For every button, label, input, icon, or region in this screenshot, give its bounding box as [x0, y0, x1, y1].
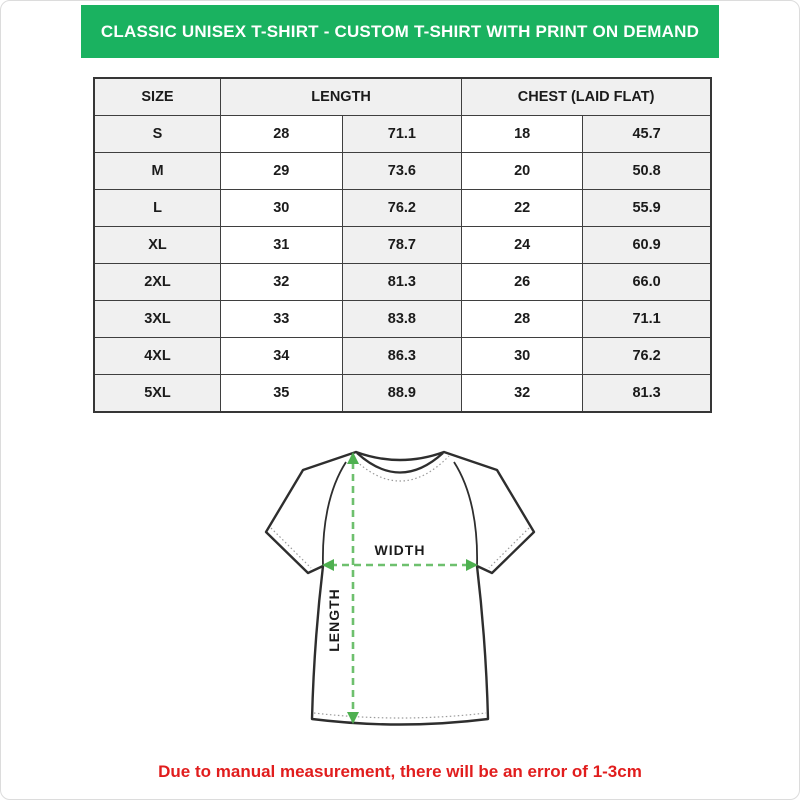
table-row — [94, 264, 711, 301]
chest-cm-cell: 45.7 — [583, 116, 711, 153]
col-header-chest: CHEST (LAID FLAT) — [462, 78, 711, 116]
chest-cm-cell: 76.2 — [583, 338, 711, 375]
chest-in-cell: 30 — [462, 338, 583, 375]
chest-cm-cell: 71.1 — [583, 301, 711, 338]
length-in-cell: 34 — [220, 338, 342, 375]
length-cm-cell: 78.7 — [342, 227, 462, 264]
table-row — [94, 116, 711, 153]
tshirt-outline — [266, 452, 534, 725]
length-cm-cell: 81.3 — [342, 264, 462, 301]
length-cm-cell: 83.8 — [342, 301, 462, 338]
length-label: LENGTH — [326, 588, 342, 652]
tshirt-measurement-diagram — [250, 442, 550, 754]
chest-cm-cell: 55.9 — [583, 190, 711, 227]
chest-cm-cell: 66.0 — [583, 264, 711, 301]
chest-in-cell: 20 — [462, 153, 583, 190]
col-header-size: SIZE — [94, 78, 220, 116]
table-header-row — [94, 78, 711, 116]
size-cell: 2XL — [94, 264, 220, 301]
length-in-cell: 35 — [220, 375, 342, 413]
length-cm-cell: 76.2 — [342, 190, 462, 227]
size-cell: M — [94, 153, 220, 190]
length-cm-cell: 88.9 — [342, 375, 462, 413]
length-in-cell: 30 — [220, 190, 342, 227]
length-cm-cell: 86.3 — [342, 338, 462, 375]
length-in-cell: 31 — [220, 227, 342, 264]
table-row — [94, 227, 711, 264]
chest-in-cell: 26 — [462, 264, 583, 301]
size-cell: XL — [94, 227, 220, 264]
length-in-cell: 28 — [220, 116, 342, 153]
size-cell: 3XL — [94, 301, 220, 338]
length-in-cell: 33 — [220, 301, 342, 338]
chest-cm-cell: 60.9 — [583, 227, 711, 264]
measurement-disclaimer: Due to manual measurement, there will be an error of 1-3cm — [158, 762, 642, 781]
table-row — [94, 153, 711, 190]
table-row — [94, 190, 711, 227]
chest-cm-cell: 50.8 — [583, 153, 711, 190]
size-chart-table — [93, 77, 712, 413]
chest-in-cell: 18 — [462, 116, 583, 153]
length-in-cell: 32 — [220, 264, 342, 301]
table-row — [94, 301, 711, 338]
page-title: CLASSIC UNISEX T-SHIRT - CUSTOM T-SHIRT WITH PRINT ON DEMAND — [100, 21, 700, 41]
size-cell: 5XL — [94, 375, 220, 413]
width-label: WIDTH — [374, 542, 426, 558]
chest-in-cell: 28 — [462, 301, 583, 338]
col-header-length: LENGTH — [220, 78, 461, 116]
size-cell: L — [94, 190, 220, 227]
size-cell: 4XL — [94, 338, 220, 375]
chest-in-cell: 24 — [462, 227, 583, 264]
length-cm-cell: 73.6 — [342, 153, 462, 190]
size-cell: S — [94, 116, 220, 153]
table-row — [94, 375, 711, 413]
chest-cm-cell: 81.3 — [583, 375, 711, 413]
chest-in-cell: 32 — [462, 375, 583, 413]
length-cm-cell: 71.1 — [342, 116, 462, 153]
table-row — [94, 338, 711, 375]
length-in-cell: 29 — [220, 153, 342, 190]
title-banner — [81, 5, 719, 58]
chest-in-cell: 22 — [462, 190, 583, 227]
